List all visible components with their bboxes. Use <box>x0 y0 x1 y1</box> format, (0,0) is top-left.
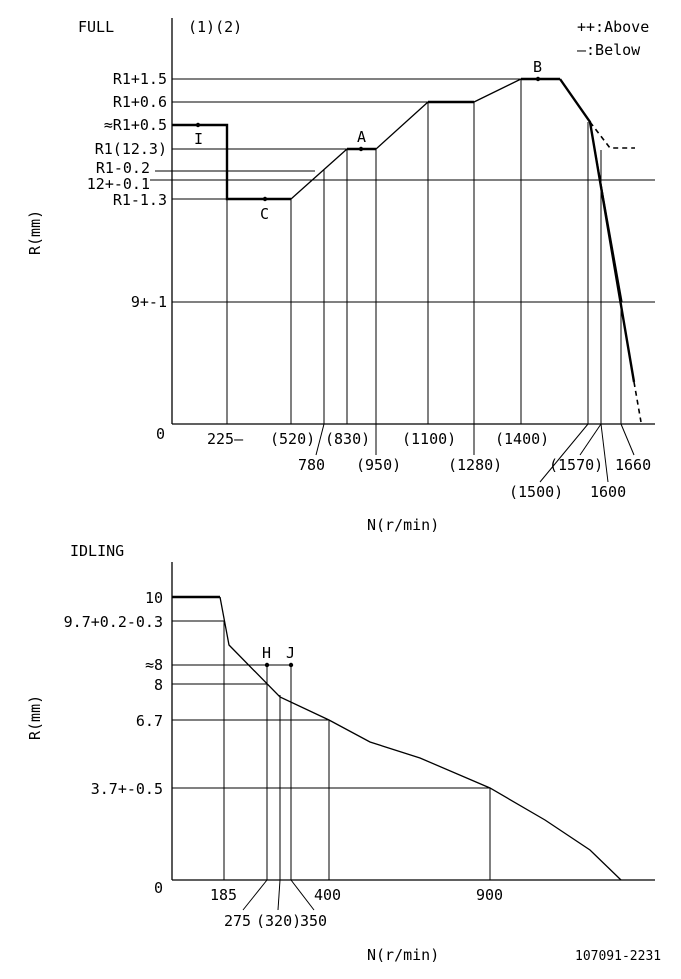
full-curve-droop <box>560 79 634 382</box>
idle-xlabel-400: 400 <box>314 886 342 904</box>
xlabel-520: (520) <box>270 430 316 448</box>
idle-ylabel-6.7: 6.7 <box>135 712 163 730</box>
ylabel-zero: 0 <box>155 425 165 443</box>
idle-ylabel-3.7: 3.7+-0.5 <box>90 780 163 798</box>
ylabel-r1: R1(12.3) <box>94 140 167 158</box>
label-point-c: C <box>260 205 270 223</box>
leader-350 <box>291 880 314 910</box>
leader-780 <box>316 424 324 455</box>
xlabel-1570: (1570) <box>549 456 604 474</box>
ylabel-approx-r1-plus-0.5: ≈R1+0.5 <box>103 116 167 134</box>
idle-title: IDLING <box>70 542 125 560</box>
idle-ylabel-approx-8: ≈8 <box>144 656 163 674</box>
full-chart <box>26 18 655 534</box>
idle-y-axis-title: R(mm) <box>26 694 44 740</box>
ylabel-r1-minus-0.2: R1-0.2 <box>95 159 150 177</box>
ylabel-12: 12+-0.1 <box>86 175 150 193</box>
point-j <box>289 663 293 667</box>
full-curve-droop-2 <box>590 122 622 302</box>
point-h <box>265 663 269 667</box>
legend-below: —:Below <box>577 41 641 59</box>
full-y-axis-title: R(mm) <box>26 209 44 255</box>
full-x-axis-title: N(r/min) <box>367 516 440 534</box>
label-point-b: B <box>533 58 543 76</box>
point-a <box>359 147 363 151</box>
label-point-h: H <box>262 644 272 662</box>
xlabel-1500: (1500) <box>509 483 564 501</box>
ylabel-9: 9+-1 <box>130 293 167 311</box>
idle-xlabel-275: 275 <box>224 912 252 930</box>
idle-xlabel-320: (320) <box>256 912 302 930</box>
full-subtitle: (1)(2) <box>188 18 243 36</box>
xlabel-950: (950) <box>356 456 402 474</box>
label-point-i: I <box>194 130 204 148</box>
idle-xlabel-185: 185 <box>210 886 238 904</box>
ylabel-r1-minus-1.3: R1-1.3 <box>112 191 167 209</box>
full-curve-low <box>172 125 291 199</box>
idle-ylabel-10: 10 <box>144 589 163 607</box>
legend-above: ++:Above <box>577 18 650 36</box>
xlabel-1400: (1400) <box>495 430 550 448</box>
full-curve-above-dashed <box>590 122 635 148</box>
full-curve-tail-dashed <box>634 382 641 422</box>
idle-ylabel-8: 8 <box>153 676 163 694</box>
xlabel-1660: 1660 <box>615 456 652 474</box>
label-point-j: J <box>286 644 296 662</box>
idle-ylabel-zero: 0 <box>153 879 163 897</box>
xlabel-780: 780 <box>298 456 326 474</box>
xlabel-830: (830) <box>325 430 371 448</box>
leader-320 <box>278 880 280 910</box>
idle-x-axis-title: N(r/min) <box>367 946 440 964</box>
point-i <box>196 123 200 127</box>
full-curve-ramp-3 <box>474 79 521 102</box>
full-curve-ramp-2 <box>376 102 428 149</box>
idle-xlabel-350: 350 <box>300 912 328 930</box>
leader-1570 <box>580 424 601 455</box>
xlabel-1100: (1100) <box>402 430 457 448</box>
footer-code: 107091-2231 <box>575 949 662 964</box>
full-curve-ramp-1 <box>291 149 347 199</box>
ylabel-r1-plus-0.6: R1+0.6 <box>112 93 167 111</box>
point-c <box>263 197 267 201</box>
ylabel-r1-plus-1.5: R1+1.5 <box>112 70 167 88</box>
idle-ylabel-9.7: 9.7+0.2-0.3 <box>63 613 163 631</box>
idle-xlabel-900: 900 <box>476 886 504 904</box>
xlabel-1280: (1280) <box>448 456 503 474</box>
xlabel-1600: 1600 <box>590 483 627 501</box>
point-b <box>536 77 540 81</box>
leader-275 <box>243 880 267 910</box>
leader-1660 <box>621 424 634 455</box>
full-title: FULL <box>78 18 115 36</box>
label-point-a: A <box>357 128 367 146</box>
xlabel-225: 225— <box>207 430 244 448</box>
idle-chart <box>26 542 655 964</box>
